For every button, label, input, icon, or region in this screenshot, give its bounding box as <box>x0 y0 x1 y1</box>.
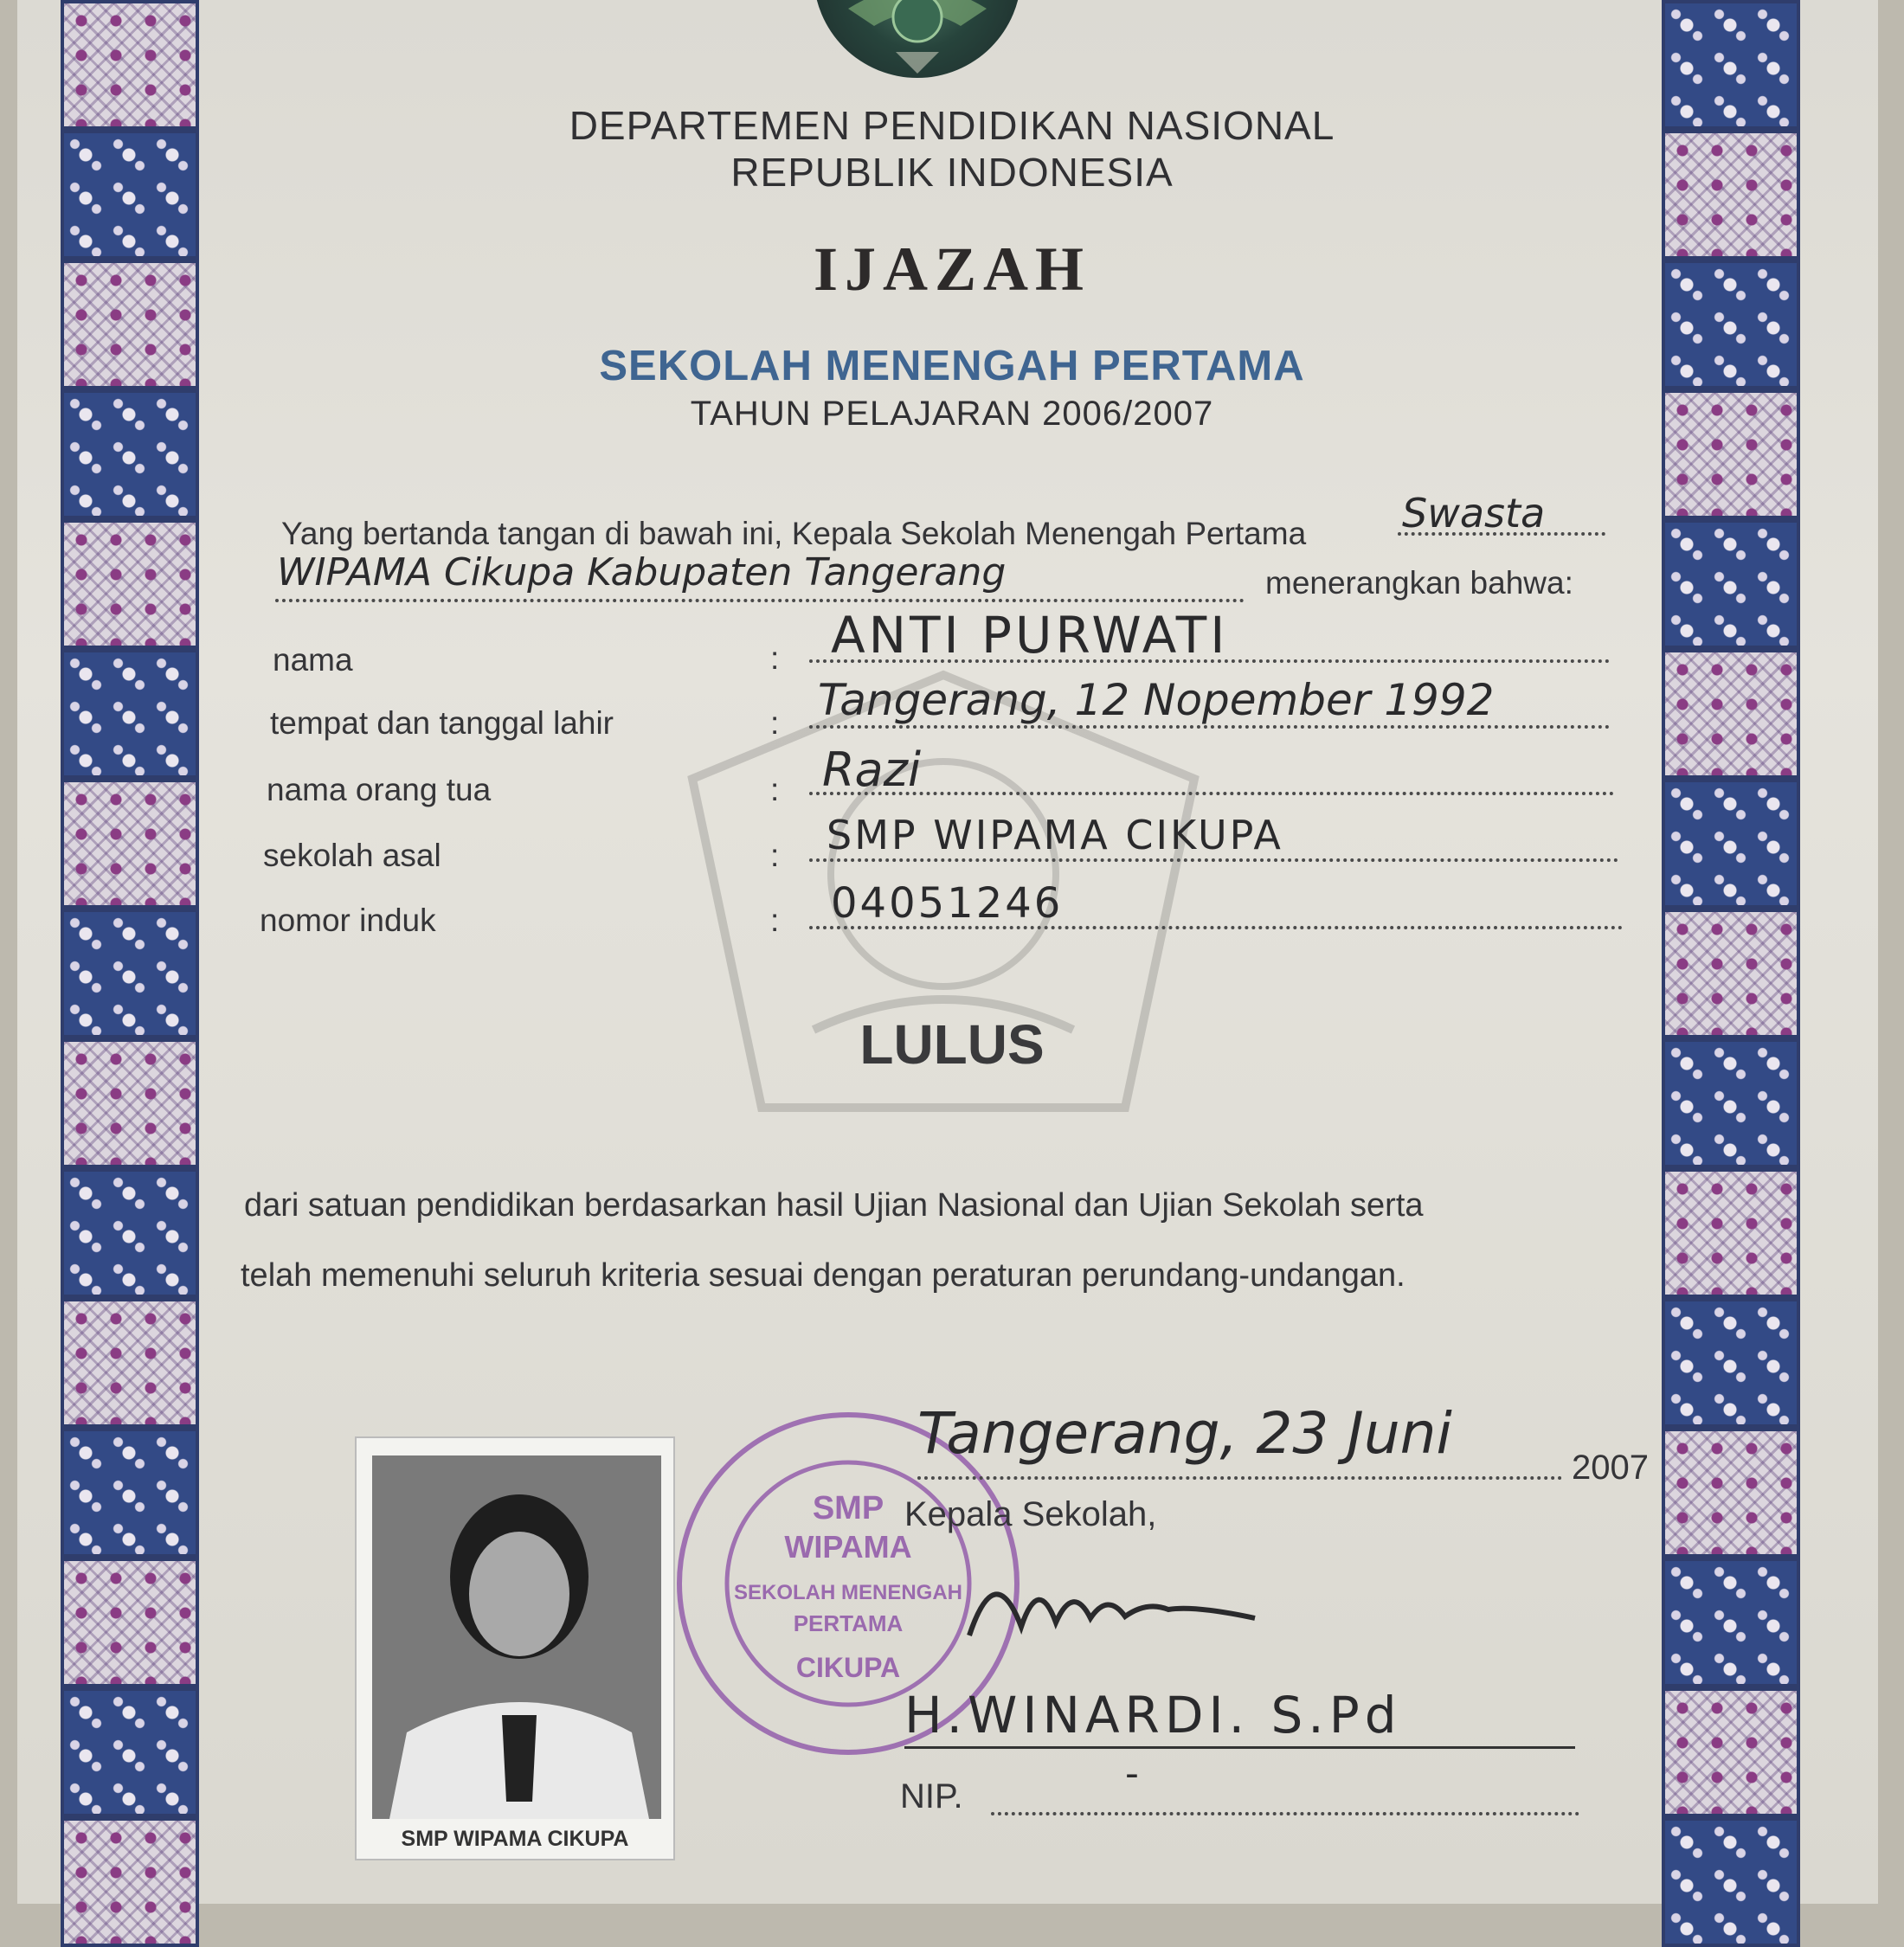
stamp-line-1: SMP <box>812 1490 884 1526</box>
principal-name-hand: H.WINARDI. S.Pd <box>904 1686 1402 1745</box>
certificate-title: IJAZAH <box>813 235 1091 304</box>
stamp-line-4: PERTAMA <box>793 1610 904 1636</box>
field-label-student-number: nomor induk <box>260 903 436 938</box>
field-label-origin-school: sekolah asal <box>263 838 441 873</box>
field-value-birth: Tangerang, 12 Nopember 1992 <box>818 675 1495 725</box>
stamp-line-3: SEKOLAH MENENGAH <box>733 1581 963 1604</box>
signature-role: Kepala Sekolah, <box>904 1495 1157 1533</box>
field-value-student-number: 04051246 <box>831 879 1064 928</box>
academic-year: TAHUN PELAJARAN 2006/2007 <box>690 395 1214 433</box>
nip-label: NIP. <box>900 1777 963 1815</box>
field-label-parent: nama orang tua <box>267 772 492 807</box>
school-type-hand: Swasta <box>1402 490 1546 537</box>
nip-value-hand: - <box>1125 1751 1139 1796</box>
statement-line-2: telah memenuhi seluruh kriteria sesuai dengan peraturan perundang-undangan. <box>241 1257 1405 1294</box>
statement-line-1: dari satuan pendidikan berdasarkan hasil Ujian Nasional dan Ujian Sekolah serta <box>244 1187 1424 1224</box>
stamp-line-5: CIKUPA <box>795 1652 901 1683</box>
field-label-name: nama <box>273 642 353 678</box>
school-level-heading: SEKOLAH MENENGAH PERTAMA <box>599 343 1305 389</box>
intro-suffix: menerangkan bahwa: <box>1265 565 1573 601</box>
field-value-parent: Razi <box>822 742 921 797</box>
signature-icon <box>961 1549 1272 1653</box>
student-photo <box>355 1436 675 1860</box>
stamp-line-2: WIPAMA <box>784 1529 912 1565</box>
field-label-birth: tempat dan tanggal lahir <box>270 705 614 741</box>
photo-caption: SMP WIPAMA CIKUPA <box>401 1827 629 1851</box>
school-name-hand: WIPAMA Cikupa Kabupaten Tangerang <box>277 550 1007 594</box>
field-value-origin-school: SMP WIPAMA CIKUPA <box>827 812 1283 858</box>
place-date-hand: Tangerang, 23 Juni <box>917 1400 1452 1467</box>
result-text: LULUS <box>859 1013 1045 1076</box>
intro-line: Yang bertanda tangan di bawah ini, Kepala Sekolah Menengah Pertama <box>281 516 1307 551</box>
republic-heading: REPUBLIK INDONESIA <box>730 150 1174 195</box>
field-value-name: ANTI PURWATI <box>831 606 1229 665</box>
signature-year: 2007 <box>1572 1449 1649 1487</box>
dept-heading: DEPARTEMEN PENDIDIKAN NASIONAL <box>569 103 1335 148</box>
